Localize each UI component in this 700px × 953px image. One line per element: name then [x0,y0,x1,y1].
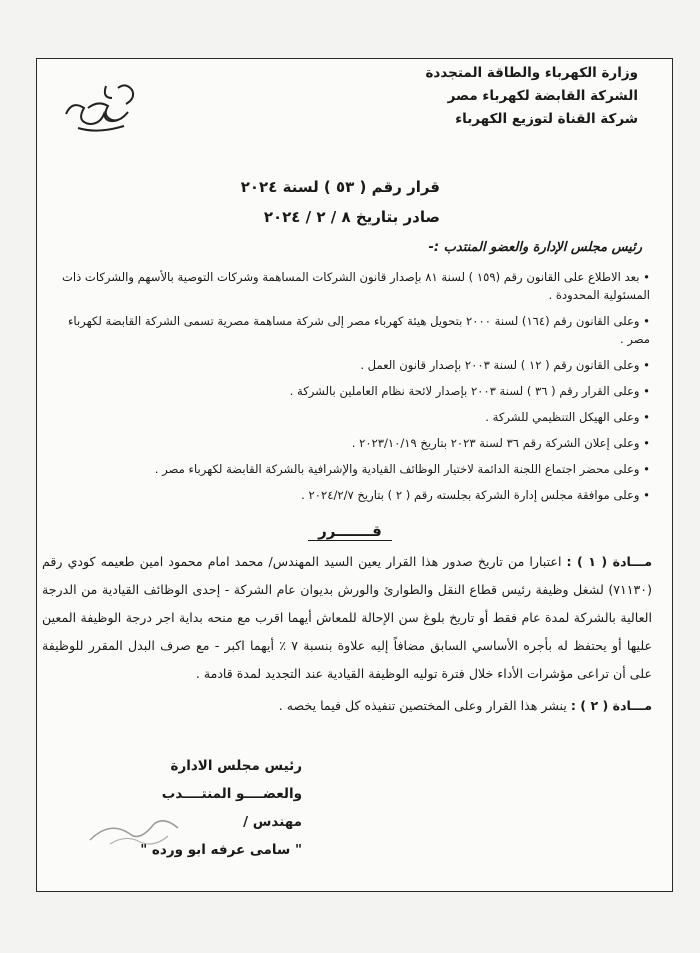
consideration-item: • وعلى القرار رقم ( ٣٦ ) لسنة ٢٠٠٣ بإصدار لائحة نظام العاملين بالشركة . [289,384,650,398]
consideration-item: • وعلى الهيكل التنظيمي للشركة . [485,410,650,424]
decree-heading [180,172,440,232]
consideration-item: • وعلى محضر اجتماع اللجنة الدائمة لاختيار الوظائف القيادية والإشرافية بالشركة القابضة لكهرباء مصر . [154,462,650,476]
signatory-title-2: والعضــــو المنتــــدب [161,786,302,802]
article-1-text: اعتبارا من تاريخ صدور هذا القرار يعين السيد المهندس/ محمد امام محمود امين طعيمه كودي رقم (٧١١٣٠) لشغل وظيفة رئيس قطاع النقل والطوارئ والورش بديوان عام الشركة - إحدى الوظائف القيادية من الدرجة العالية بالشركة لمدة عام فقط أو تاريخ بلوغ سن الإحالة للمعاش أيهما اقرب مع منحه بداية اجر درجة الوظيفة المعين عليها أو يحتفظ له بأجره الأساسي السابق مضافاً إليه علاوة بنسبة ٧ ٪ أيهما اكبر - مع صرف البدل المقرر للوظيفة على أن تراعى مؤشرات الأداء خلال فترة توليه الوظيفة القيادية عند التجديد لمدة قادمة . [42,554,652,681]
articles [42,548,652,720]
consideration-item: • بعد الاطلاع على القانون رقم (١٥٩ ) لسنة ٨١ بإصدار قانون الشركات المساهمة وشركات التوصية بالأسهم والشركات ذات المسئولية المحدودة . [61,270,650,302]
letterhead [425,62,638,131]
article-1-label: مـــادة ( ١ ) : [566,554,652,569]
decree-number: قرار رقم ( ٥٣ ) لسنة ٢٠٢٤ [240,178,440,196]
company-name: شركة القناة لتوزيع الكهرباء [455,111,638,127]
consideration-item: • وعلى القانون رقم ( ١٢ ) لسنة ٢٠٠٣ بإصدار قانون العمل . [360,358,650,372]
signature-stamp [80,810,190,854]
article-2-text: ينشر هذا القرار وعلى المختصين تنفيذه كل فيما يخصه . [278,698,567,713]
decided-heading [0,522,700,540]
signatory-prefix: مهندس / [243,814,302,830]
ministry-name: وزارة الكهرباء والطاقة المتجددة [425,65,638,81]
holding-company-name: الشركة القابضة لكهرباء مصر [447,88,638,104]
signatory-title-1: رئيس مجلس الادارة [170,758,302,774]
consideration-item: • وعلى موافقة مجلس إدارة الشركة بجلسته رقم ( ٢ ) بتاريخ ٢٠٢٤/٢/٧ . [301,488,650,502]
stamp-scribble-icon [80,810,190,850]
article-2 [42,692,652,720]
article-2-label: مـــادة ( ٢ ) : [570,698,652,713]
article-1 [42,548,652,688]
handwritten-annotation [58,78,148,152]
consideration-item: • وعلى القانون رقم (١٦٤) لسنة ٢٠٠٠ بتحويل هيئة كهرباء مصر إلى شركة مساهمة مصرية تسمى الشركة القابضة لكهرباء مصر . [67,314,650,346]
decided-label: قـــــــرر [308,522,392,541]
considerations-list [45,268,650,512]
decree-date: صادر بتاريخ ٨ / ٢ / ٢٠٢٤ [263,208,440,226]
handwritten-scribble-icon [58,78,148,148]
signatory-name: " سامى عرفه ابو ورده " [140,842,302,858]
consideration-item: • وعلى إعلان الشركة رقم ٣٦ لسنة ٢٠٢٣ بتاريخ ٢٠٢٣/١٠/١٩ . [351,436,650,450]
addressee: رئيس مجلس الإدارة والعضو المنتدب :- [428,240,642,255]
